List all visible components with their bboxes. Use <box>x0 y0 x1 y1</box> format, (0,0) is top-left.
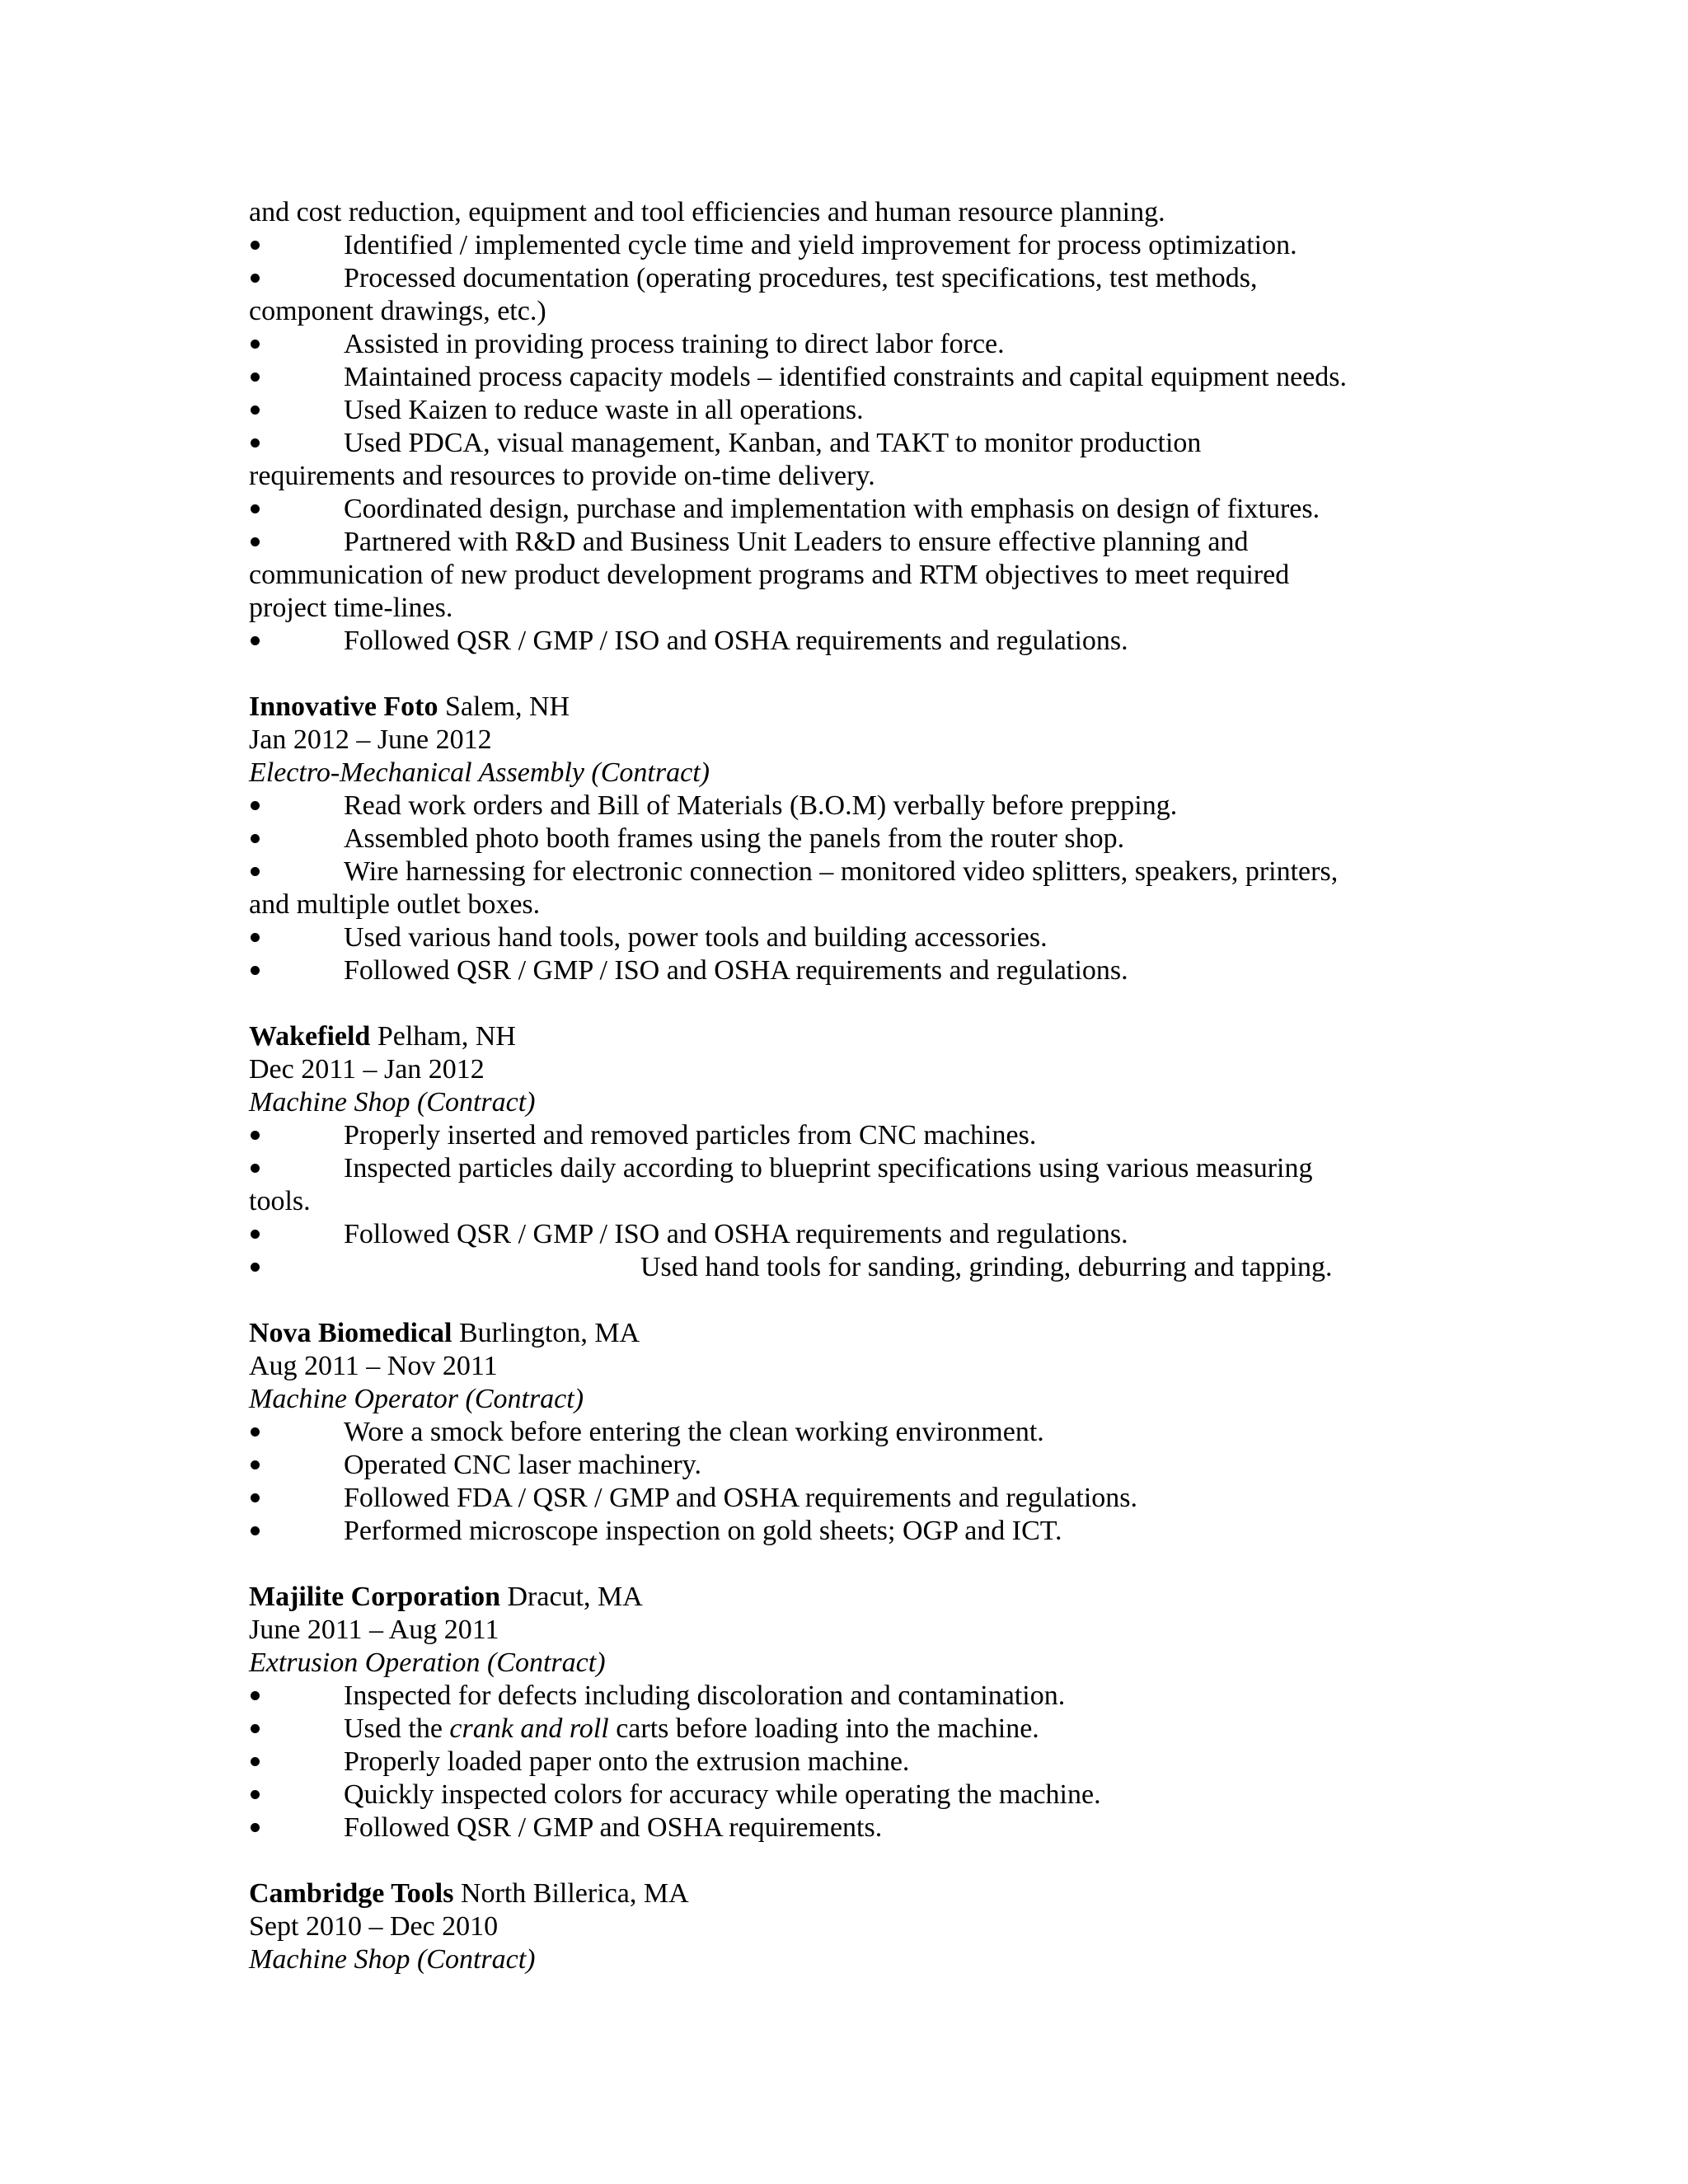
company-name: Wakefield <box>249 1021 371 1052</box>
section-gap <box>249 1844 1444 1877</box>
bullet-continuation: component drawings, etc.) <box>249 296 546 326</box>
bullet-item: Coordinated design, purchase and implementation with emphasis on design of fixtures. <box>249 493 1444 526</box>
bullet-icon <box>249 1746 344 1779</box>
bullet-item: Performed microscope inspection on gold sheets; OGP and ICT. <box>249 1515 1444 1548</box>
bullet-item: Followed FDA / QSR / GMP and OSHA requirements and regulations. <box>249 1482 1444 1515</box>
bullet-icon <box>249 1779 344 1811</box>
bullet-icon <box>249 328 344 361</box>
bullet-icon <box>249 493 344 526</box>
bullet-item: Properly inserted and removed particles from CNC machines. <box>249 1119 1444 1152</box>
bullet-item: Inspected particles daily according to blueprint specifications using various measuring <box>249 1152 1444 1185</box>
job-heading <box>249 1877 1444 1910</box>
bullet-icon <box>249 625 344 658</box>
company-name: Cambridge Tools <box>249 1878 454 1909</box>
bullet-item: Assembled photo booth frames using the panels from the router shop. <box>249 823 1444 855</box>
bullet-item: Used the crank and roll carts before loading into the machine. <box>249 1713 1444 1746</box>
bullet-item: Followed QSR / GMP / ISO and OSHA requirements and regulations. <box>249 1218 1444 1251</box>
job-role: Machine Operator (Contract) <box>249 1384 584 1414</box>
bullet-item: Used various hand tools, power tools and building accessories. <box>249 921 1444 954</box>
bullet-item: Read work orders and Bill of Materials (B.O.M) verbally before prepping. <box>249 790 1444 823</box>
bullet-icon <box>249 1152 344 1185</box>
job-heading <box>249 1317 1444 1350</box>
bullet-item: Followed QSR / GMP / ISO and OSHA requirements and regulations. <box>249 625 1444 658</box>
job-heading <box>249 1581 1444 1614</box>
bullet-item: Partnered with R&D and Business Unit Leaders to ensure effective planning and <box>249 526 1444 559</box>
job-dates: Sept 2010 – Dec 2010 <box>249 1911 499 1942</box>
bullet-icon <box>249 1811 344 1844</box>
section-gap <box>249 987 1444 1020</box>
job-dates: Aug 2011 – Nov 2011 <box>249 1351 498 1381</box>
bullet-continuation: and multiple outlet boxes. <box>249 889 541 920</box>
company-location: North Billerica, MA <box>453 1878 689 1909</box>
bullet-icon <box>249 1416 344 1449</box>
bullet-icon <box>249 823 344 855</box>
bullet-icon <box>249 1515 344 1548</box>
bullet-icon <box>249 1218 344 1251</box>
bullet-icon <box>249 790 344 823</box>
section-gap <box>249 1284 1444 1317</box>
bullet-item: Operated CNC laser machinery. <box>249 1449 1444 1482</box>
section-gap <box>249 1548 1444 1581</box>
bullet-icon <box>249 427 344 460</box>
bullet-item: Processed documentation (operating procedures, test specifications, test methods, <box>249 262 1444 295</box>
job-dates: Jan 2012 – June 2012 <box>249 724 492 755</box>
company-location: Burlington, MA <box>452 1318 640 1348</box>
bullet-icon <box>249 1680 344 1713</box>
bullet-item: Properly loaded paper onto the extrusion machine. <box>249 1746 1444 1779</box>
bullet-icon <box>249 361 344 394</box>
bullet-icon <box>249 921 344 954</box>
bullet-item: Followed QSR / GMP / ISO and OSHA requirements and regulations. <box>249 954 1444 987</box>
bullet-item: Followed QSR / GMP and OSHA requirements. <box>249 1811 1444 1844</box>
bullet-continuation: requirements and resources to provide on-time delivery. <box>249 461 875 491</box>
bullet-icon <box>249 1713 344 1746</box>
bullet-icon <box>249 954 344 987</box>
emphasis-text: crank and roll <box>449 1713 609 1744</box>
bullet-icon <box>249 526 344 559</box>
bullet-continuation: communication of new product development programs and RTM objectives to meet required <box>249 560 1290 590</box>
bullet-item: Wore a smock before entering the clean working environment. <box>249 1416 1444 1449</box>
bullet-item: Identified / implemented cycle time and yield improvement for process optimization. <box>249 229 1444 262</box>
job-dates: Dec 2011 – Jan 2012 <box>249 1054 485 1085</box>
job-role: Machine Shop (Contract) <box>249 1087 536 1118</box>
job-role: Extrusion Operation (Contract) <box>249 1647 606 1678</box>
job-role: Electro-Mechanical Assembly (Contract) <box>249 757 710 788</box>
job-heading <box>249 691 1444 724</box>
bullet-icon <box>249 855 344 888</box>
bullet-icon <box>249 1119 344 1152</box>
intro-lead: and cost reduction, equipment and tool efficiencies and human resource planning. <box>249 197 1165 227</box>
bullet-item: Assisted in providing process training to direct labor force. <box>249 328 1444 361</box>
bullet-item: Used Kaizen to reduce waste in all operations. <box>249 394 1444 427</box>
bullet-item: Inspected for defects including discoloration and contamination. <box>249 1680 1444 1713</box>
bullet-item: Used PDCA, visual management, Kanban, and TAKT to monitor production <box>249 427 1444 460</box>
company-name: Majilite Corporation <box>249 1582 500 1612</box>
bullet-item: Quickly inspected colors for accuracy while operating the machine. <box>249 1779 1444 1811</box>
bullet-icon <box>249 262 344 295</box>
company-location: Dracut, MA <box>500 1582 643 1612</box>
bullet-icon <box>249 1251 640 1284</box>
job-role: Machine Shop (Contract) <box>249 1944 536 1975</box>
bullet-icon <box>249 1449 344 1482</box>
section-gap <box>249 658 1444 691</box>
bullet-item: Maintained process capacity models – identified constraints and capital equipment needs. <box>249 361 1444 394</box>
company-location: Pelham, NH <box>370 1021 516 1052</box>
company-name: Nova Biomedical <box>249 1318 452 1348</box>
bullet-item: Wire harnessing for electronic connection – monitored video splitters, speakers, printers, <box>249 855 1444 888</box>
bullet-continuation: tools. <box>249 1186 311 1216</box>
resume-content <box>249 196 1444 1976</box>
job-heading <box>249 1020 1444 1053</box>
bullet-icon <box>249 229 344 262</box>
bullet-icon <box>249 1482 344 1515</box>
company-location: Salem, NH <box>438 691 570 722</box>
job-dates: June 2011 – Aug 2011 <box>249 1615 499 1645</box>
bullet-continuation: project time-lines. <box>249 593 453 623</box>
bullet-item: Used hand tools for sanding, grinding, deburring and tapping. <box>249 1251 1444 1284</box>
company-name: Innovative Foto <box>249 691 438 722</box>
bullet-icon <box>249 394 344 427</box>
